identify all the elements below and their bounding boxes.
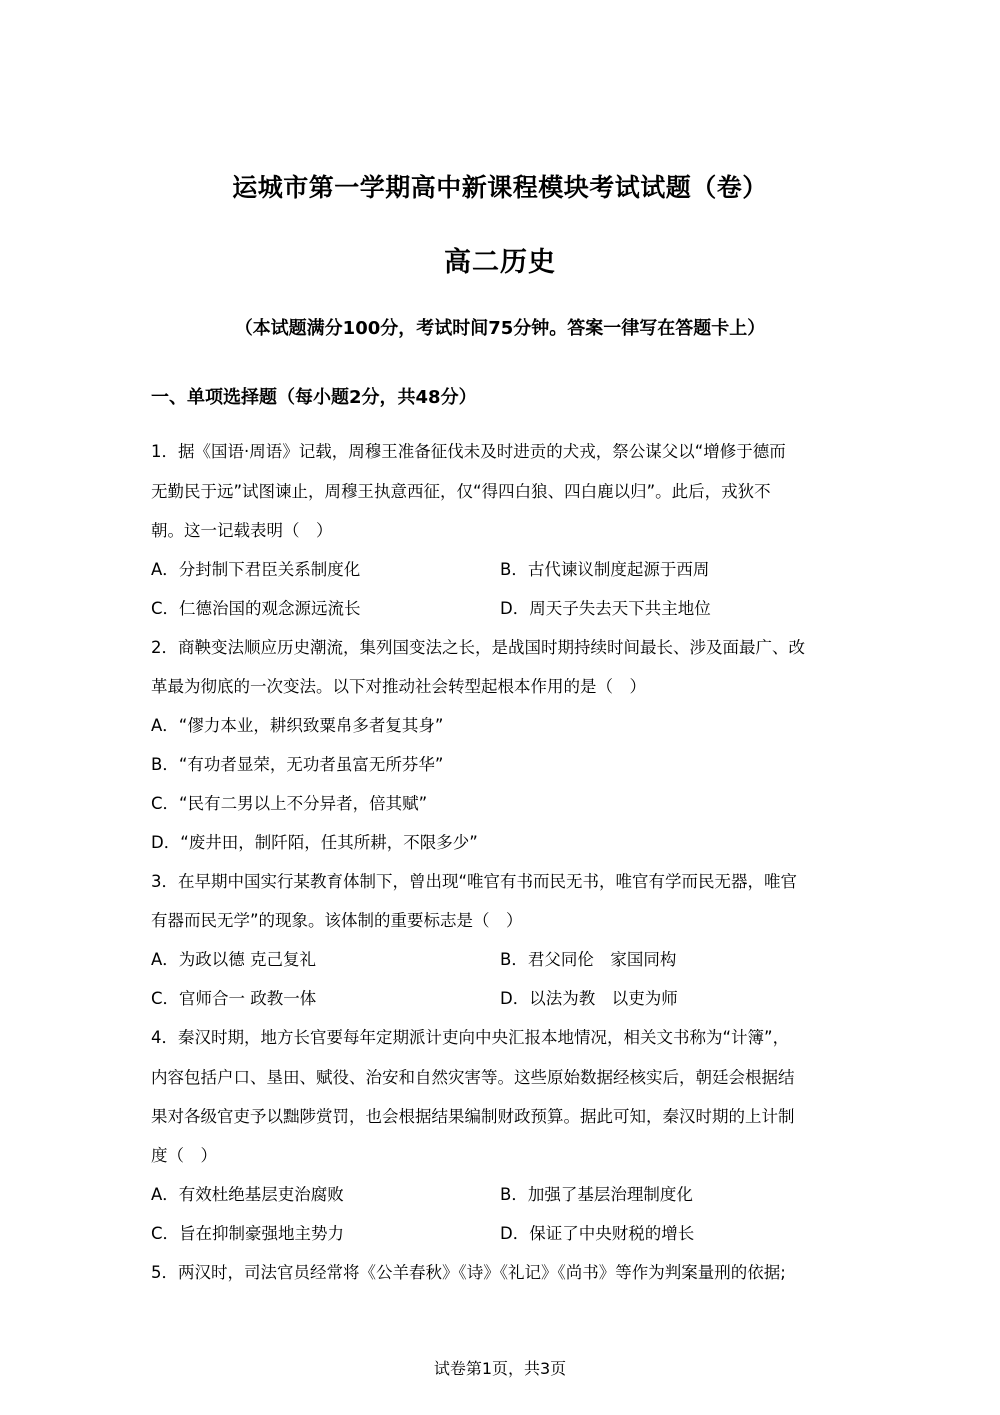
question-1-line-2: 无勤民于远”试图谏止，周穆王执意西征，仅“得四白狼、四白鹿以归”。此后，戎狄不	[151, 482, 771, 501]
question-4-line-1: 4．秦汉时期，地方长官要每年定期派计吏向中央汇报本地情况，相关文书称为“计簿”，	[151, 1028, 790, 1047]
question-3-option-b: B．君父同伦 家国同构	[500, 950, 677, 969]
question-3-option-a: A．为政以德 克己复礼	[151, 950, 317, 969]
exam-note: （本试题满分100分，考试时间75分钟。答案一律写在答题卡上）	[234, 318, 766, 339]
question-4-option-b: B．加强了基层治理制度化	[500, 1185, 693, 1204]
question-2-option-a: A．“僇力本业，耕织致粟帛多者复其身”	[151, 716, 444, 735]
question-4-option-c: C．旨在抑制豪强地主势力	[151, 1224, 345, 1243]
question-1-option-c: C．仁德治国的观念源远流长	[151, 599, 361, 618]
question-1-option-a: A．分封制下君臣关系制度化	[151, 560, 361, 579]
exam-title: 运城市第一学期高中新课程模块考试试题（卷）	[232, 173, 768, 202]
question-4-line-2: 内容包括户口、垦田、赋役、治安和自然灾害等。这些原始数据经核实后，朝廷会根据结	[151, 1068, 795, 1087]
question-1-option-b: B．古代谏议制度起源于西周	[500, 560, 710, 579]
question-2-line-2: 革最为彻底的一次变法。以下对推动社会转型起根本作用的是（ ）	[151, 677, 646, 696]
question-3-option-d: D．以法为教 以吏为师	[500, 989, 678, 1008]
question-4-line-3: 果对各级官吏予以黜陟赏罚，也会根据结果编制财政预算。据此可知，秦汉时期的上计制	[151, 1107, 795, 1126]
question-4-line-4: 度（ ）	[151, 1146, 217, 1165]
question-1-line-3: 朝。这一记载表明（ ）	[151, 521, 333, 540]
question-3-line-1: 3．在早期中国实行某教育体制下，曾出现“唯官有书而民无书，唯官有学而民无器，唯官	[151, 872, 798, 891]
question-2-option-c: C．“民有二男以上不分异者，倍其赋”	[151, 794, 428, 813]
question-3-line-2: 有器而民无学”的现象。该体制的重要标志是（ ）	[151, 911, 523, 930]
question-2-option-b: B．“有功者显荣，无功者虽富无所芬华”	[151, 755, 444, 774]
section-heading: 一、单项选择题（每小题2分，共48分）	[151, 387, 477, 408]
question-1-option-d: D．周天子失去天下共主地位	[500, 599, 711, 618]
question-1-line-1: 1．据《国语·周语》记载，周穆王准备征伐未及时进贡的犬戎，祭公谋父以“增修于德而	[151, 442, 786, 461]
subject-title: 高二历史	[444, 247, 556, 278]
question-2-option-d: D．“废井田，制阡陌，任其所耕，不限多少”	[151, 833, 478, 852]
question-5-line-1: 5．两汉时，司法官员经常将《公羊春秋》《诗》《礼记》《尚书》等作为判案量刑的依据;	[151, 1263, 786, 1282]
question-4-option-a: A．有效杜绝基层吏治腐败	[151, 1185, 344, 1204]
question-3-option-c: C．官师合一 政教一体	[151, 989, 317, 1008]
page-footer: 试卷第1页，共3页	[433, 1359, 567, 1378]
question-4-option-d: D．保证了中央财税的增长	[500, 1224, 695, 1243]
question-2-line-1: 2．商鞅变法顺应历史潮流，集列国变法之长，是战国时期持续时间最长、涉及面最广、改	[151, 638, 805, 657]
